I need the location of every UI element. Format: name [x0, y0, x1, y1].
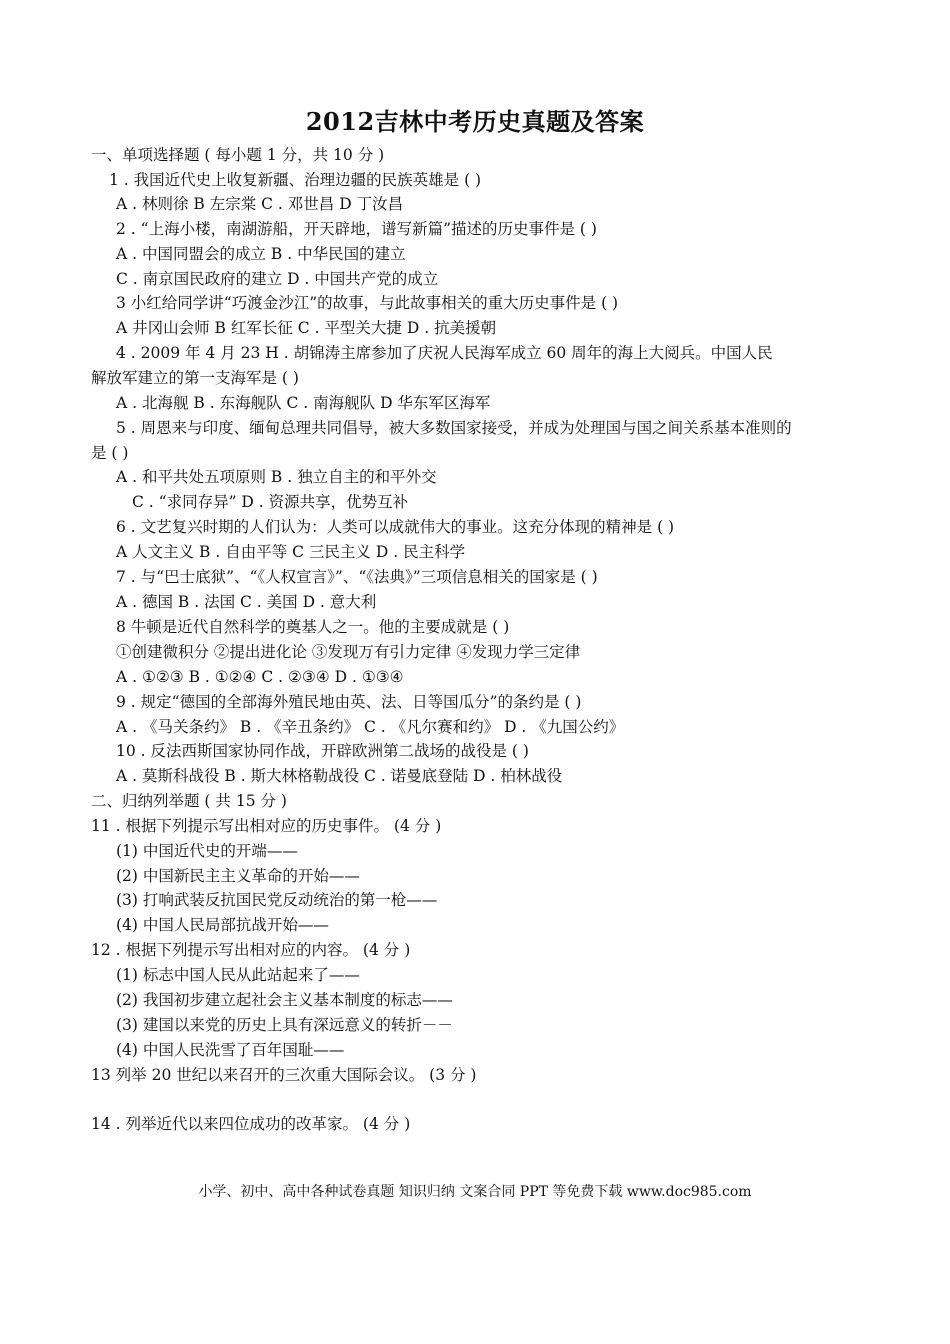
answer-options: A . 和平共处五项原则 B . 独立自主的和平外交 — [116, 468, 437, 486]
question: 3 小红给同学讲“巧渡金沙江”的故事，与此故事相关的重大历史事件是 ( ) — [116, 294, 619, 312]
question: 6 . 文艺复兴时期的人们认为：人类可以成就伟大的事业。这充分体现的精神是 ( ) — [116, 518, 675, 536]
question: 11 . 根据下列提示写出相对应的历史事件。 (4 分 ) — [91, 817, 442, 835]
answer-options: C . “求同存异” D . 资源共享，优势互补 — [132, 493, 409, 511]
question: 5 . 周恩来与印度、缅甸总理共同倡导，被大多数国家接受，并成为处理国与国之间关系基本准则的 — [116, 419, 792, 437]
section-heading: 一、单项选择题 ( 每小题 1 分，共 10 分 ) — [91, 146, 385, 164]
question: 14 . 列举近代以来四位成功的改革家。 (4 分 ) — [91, 1115, 411, 1133]
prompt-item: (4) 中国人民洗雪了百年国耻—— — [116, 1041, 345, 1059]
question-continued: 解放军建立的第一支海军是 ( ) — [91, 369, 299, 387]
prompt-item: (1) 标志中国人民从此站起来了—— — [116, 966, 360, 984]
question: 1 . 我国近代史上收复新疆、治理边疆的民族英雄是 ( ) — [109, 171, 482, 189]
page-footer: 小学、初中、高中各种试卷真题 知识归纳 文案合同 PPT 等免费下载 www.doc985.com — [198, 1184, 752, 1200]
answer-options: A . 莫斯科战役 B . 斯大林格勒战役 C . 诺曼底登陆 D . 柏林战役 — [116, 767, 563, 785]
question: 13 列举 20 世纪以来召开的三次重大国际会议。 (3 分 ) — [91, 1066, 477, 1084]
answer-options: A . 中国同盟会的成立 B . 中华民国的建立 — [116, 245, 406, 263]
answer-options: A . 《马关条约》 B . 《辛丑条约》 C . 《凡尔赛和约》 D . 《九国公约》 — [116, 718, 625, 736]
answer-options: A 人文主义 B . 自由平等 C 三民主义 D . 民主科学 — [116, 543, 466, 561]
question: 12 . 根据下列提示写出相对应的内容。 (4 分 ) — [91, 941, 411, 959]
question-continued: 是 ( ) — [91, 444, 129, 462]
statement-list: ①创建微积分 ②提出进化论 ③发现万有引力定律 ④发现力学三定律 — [116, 643, 581, 661]
prompt-item: (3) 打响武装反抗国民党反动统治的第一枪—— — [116, 891, 438, 909]
answer-options: A 井冈山会师 B 红军长征 C . 平型关大捷 D . 抗美援朝 — [116, 319, 497, 337]
prompt-item: (2) 中国新民主主义革命的开始—— — [116, 867, 360, 885]
answer-options: A . ①②③ B . ①②④ C . ②③④ D . ①③④ — [116, 668, 404, 686]
question: 10 . 反法西斯国家协同作战，开辟欧洲第二战场的战役是 ( ) — [116, 742, 529, 760]
prompt-item: (4) 中国人民局部抗战开始—— — [116, 916, 329, 934]
prompt-item: (2) 我国初步建立起社会主义基本制度的标志—— — [116, 991, 453, 1009]
question: 9 . 规定“德国的全部海外殖民地由英、法、日等国瓜分”的条约是 ( ) — [116, 693, 582, 711]
section-heading: 二、归纳列举题 ( 共 15 分 ) — [91, 792, 287, 810]
question: 7 . 与“巴士底狱”、“《人权宣言》”、“《法典》”三项信息相关的国家是 ( ) — [116, 568, 598, 586]
answer-options: A . 北海舰 B . 东海舰队 C . 南海舰队 D 华东军区海军 — [116, 394, 491, 412]
prompt-item: (3) 建国以来党的历史上具有深远意义的转折－－ — [116, 1016, 453, 1034]
page-title: 2012吉林中考历史真题及答案 — [305, 107, 645, 136]
question: 2 . “上海小楼，南湖游船，开天辟地，谱写新篇”描述的历史事件是 ( ) — [116, 220, 597, 238]
question: 8 牛顿是近代自然科学的奠基人之一。他的主要成就是 ( ) — [116, 618, 510, 636]
answer-options: C . 南京国民政府的建立 D . 中国共产党的成立 — [116, 270, 439, 288]
answer-options: A . 德国 B . 法国 C . 美国 D . 意大利 — [116, 593, 377, 611]
answer-options: A . 林则徐 B 左宗棠 C . 邓世昌 D 丁汝昌 — [116, 195, 404, 213]
prompt-item: (1) 中国近代史的开端—— — [116, 842, 298, 860]
question: 4 . 2009 年 4 月 23 H . 胡锦涛主席参加了庆祝人民海军成立 60 周年的海上大阅兵。中国人民 — [116, 344, 773, 362]
